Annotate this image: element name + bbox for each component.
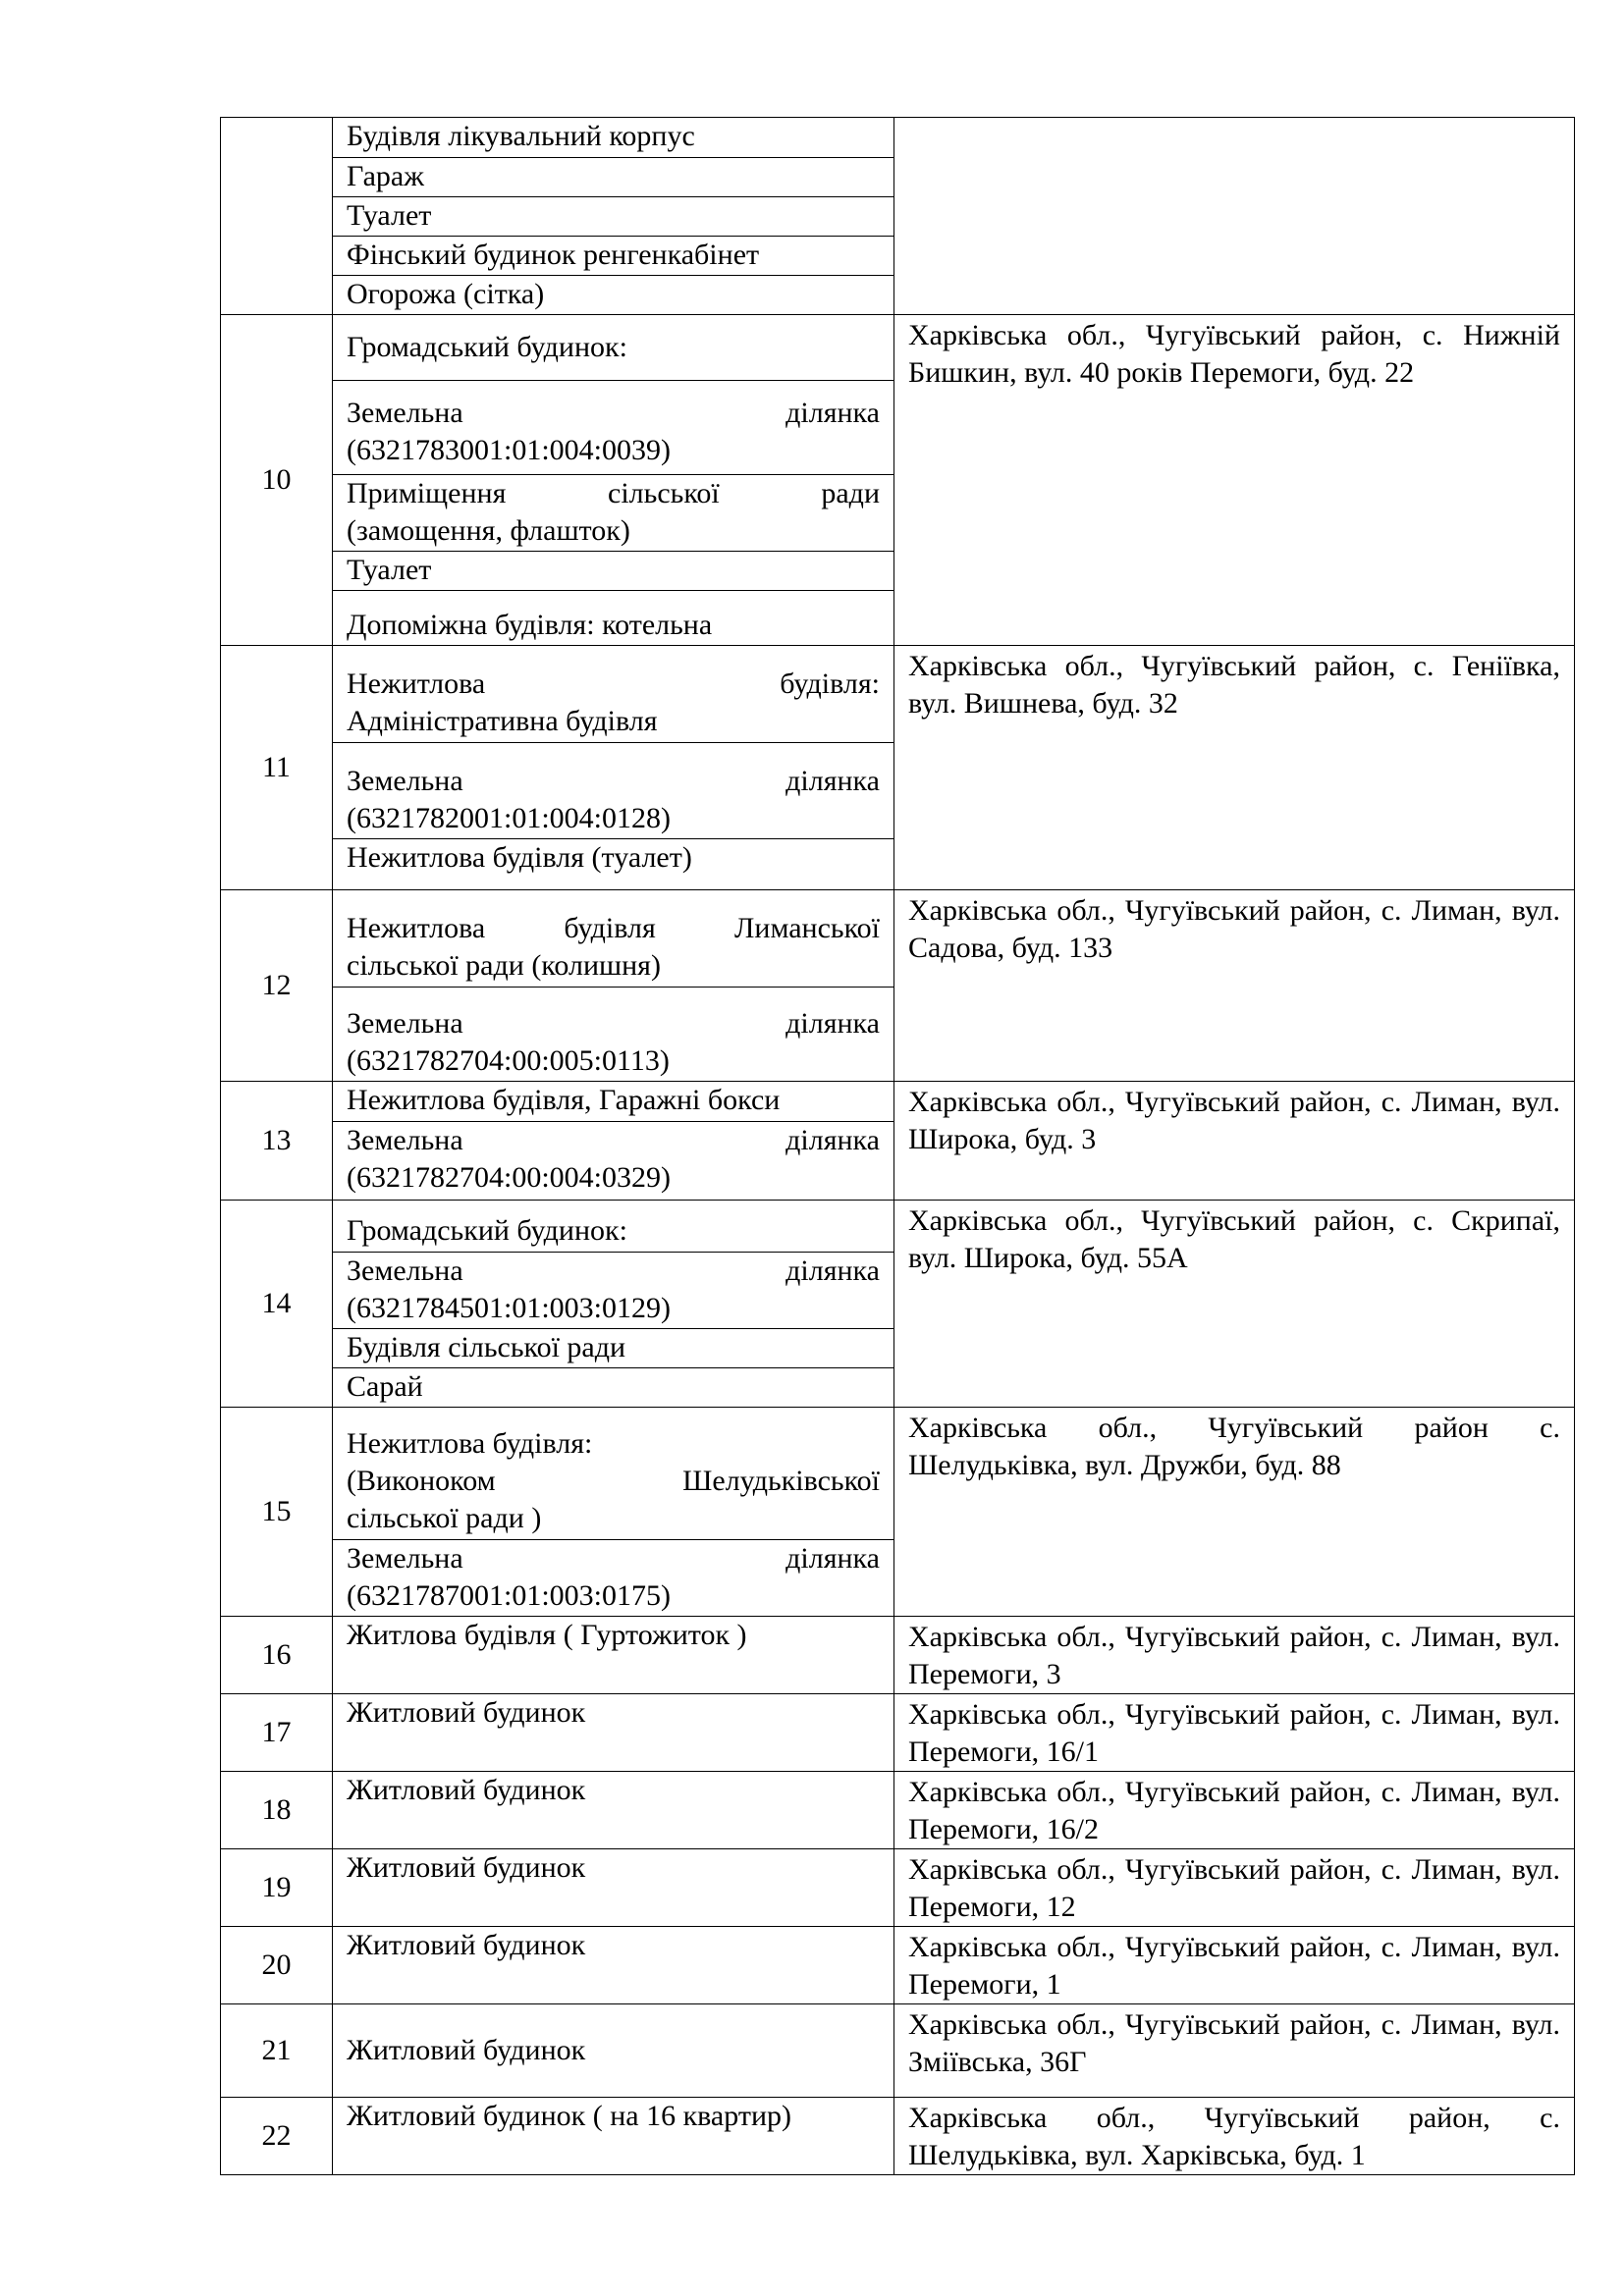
- object-item: [333, 646, 893, 742]
- table-row: [221, 1927, 1575, 2004]
- address-cell: Харківська обл., Чугуївський район, с. Лиман, вул. Широка, буд. 3: [894, 1082, 1575, 1201]
- address-cell: Харківська обл., Чугуївський район, с. Лиман, вул. Перемоги, 1: [894, 1927, 1575, 2004]
- object-list: [333, 1082, 894, 1201]
- object-line: Земельна ділянка: [347, 1255, 880, 1287]
- object-item: Фінський будинок ренгенкабінет: [333, 236, 893, 275]
- object-line: (замощення, флашток): [347, 514, 630, 547]
- object-item: Житловий будинок: [333, 1694, 894, 1772]
- object-list: [333, 315, 894, 646]
- object-item: Огорожа (сітка): [333, 275, 893, 314]
- object-item: [333, 1252, 893, 1328]
- object-item: Житловий будинок: [333, 2004, 894, 2098]
- address-cell: Харківська обл., Чугуївський район с. Шелудьківка, вул. Дружби, буд. 88: [894, 1408, 1575, 1617]
- row-number: 21: [221, 2004, 333, 2098]
- object-line: сільської ради ): [347, 1502, 542, 1534]
- row-number: 18: [221, 1772, 333, 1849]
- row-number: 13: [221, 1082, 333, 1201]
- object-line: сільської ради (колишня): [347, 949, 661, 982]
- object-item: Допоміжна будівля: котельна: [333, 590, 893, 645]
- row-number: 19: [221, 1849, 333, 1927]
- object-item: [333, 380, 893, 474]
- address-cell: Харківська обл., Чугуївський район, с. Нижній Бишкин, вул. 40 років Перемоги, буд. 22: [894, 315, 1575, 646]
- object-item: [333, 1121, 893, 1200]
- address-cell: [894, 118, 1575, 315]
- object-item: Житловий будинок: [333, 1927, 894, 2004]
- property-register-table: [220, 117, 1575, 2175]
- table-row: [221, 1694, 1575, 1772]
- row-number: 20: [221, 1927, 333, 2004]
- object-item: Житлова будівля ( Гуртожиток ): [333, 1617, 894, 1694]
- address-cell: Харківська обл., Чугуївський район, с. Лиман, вул. Зміївська, 36Г: [894, 2004, 1575, 2098]
- table-row: [221, 890, 1575, 1082]
- object-item: Гараж: [333, 157, 893, 196]
- object-line: Земельна ділянка: [347, 1007, 880, 1040]
- object-item: [333, 742, 893, 838]
- table-row: [221, 1849, 1575, 1927]
- object-item: Нежитлова будівля (туалет): [333, 838, 893, 889]
- object-line: Нежитлова будівля:: [347, 667, 880, 700]
- object-item: [333, 987, 893, 1081]
- object-line: Нежитлова будівля:: [347, 1427, 593, 1460]
- object-item: Громадський будинок:: [347, 1214, 627, 1247]
- object-item: Туалет: [333, 196, 893, 236]
- object-line: (6321782704:00:005:0113): [347, 1044, 670, 1077]
- table-row: [221, 1082, 1575, 1201]
- table-row: [221, 118, 1575, 315]
- object-line: (6321784501:01:003:0129): [347, 1292, 671, 1324]
- object-item: [333, 890, 893, 987]
- address-cell: Харківська обл., Чугуївський район, с. Лиман, вул. Перемоги, 12: [894, 1849, 1575, 1927]
- object-item: Будівля сільської ради: [333, 1328, 893, 1367]
- address-cell: Харківська обл., Чугуївський район, с. Шелудьківка, вул. Харківська, буд. 1: [894, 2098, 1575, 2175]
- object-item: Туалет: [333, 551, 893, 590]
- object-list: [333, 1408, 894, 1617]
- address-cell: Харківська обл., Чугуївський район, с. Лиман, вул. Перемоги, 3: [894, 1617, 1575, 1694]
- object-item: [333, 1539, 893, 1616]
- table-row: [221, 315, 1575, 646]
- table-row: [221, 646, 1575, 890]
- object-line: Приміщення сільської ради: [347, 477, 880, 509]
- row-number: [221, 118, 333, 315]
- object-item: Громадський будинок:: [347, 331, 627, 363]
- object-list: [333, 646, 894, 890]
- row-number: 16: [221, 1617, 333, 1694]
- object-list: [333, 1201, 894, 1408]
- object-line: Адміністративна будівля: [347, 705, 658, 737]
- object-item: Житловий будинок: [333, 1849, 894, 1927]
- object-list: [333, 890, 894, 1082]
- row-number: 12: [221, 890, 333, 1082]
- address-cell: Харківська обл., Чугуївський район, с. Лиман, вул. Перемоги, 16/2: [894, 1772, 1575, 1849]
- row-number: 11: [221, 646, 333, 890]
- object-item: Житловий будинок ( на 16 квартир): [333, 2098, 894, 2175]
- object-line: (Виконоком Шелудьківської: [347, 1465, 880, 1497]
- object-line: (6321787001:01:003:0175): [347, 1579, 671, 1612]
- object-item: Сарай: [333, 1367, 893, 1407]
- object-item: [333, 474, 893, 551]
- object-item: [333, 1408, 893, 1539]
- table-row: [221, 2098, 1575, 2175]
- address-cell: Харківська обл., Чугуївський район, с. Лиман, вул. Перемоги, 16/1: [894, 1694, 1575, 1772]
- row-number: 14: [221, 1201, 333, 1408]
- address-cell: Харківська обл., Чугуївський район, с. Лиман, вул. Садова, буд. 133: [894, 890, 1575, 1082]
- object-line: Земельна ділянка: [347, 1124, 880, 1156]
- object-line: Земельна ділянка: [347, 1542, 880, 1575]
- table-row: [221, 1408, 1575, 1617]
- table-row: [221, 1772, 1575, 1849]
- row-number: 15: [221, 1408, 333, 1617]
- address-cell: Харківська обл., Чугуївський район, с. Геніївка, вул. Вишнева, буд. 32: [894, 646, 1575, 890]
- address-cell: Харківська обл., Чугуївський район, с. Скрипаї, вул. Широка, буд. 55А: [894, 1201, 1575, 1408]
- row-number: 10: [221, 315, 333, 646]
- object-line: (6321782001:01:004:0128): [347, 802, 671, 834]
- object-line: Земельна ділянка: [347, 397, 880, 429]
- row-number: 22: [221, 2098, 333, 2175]
- object-list: [333, 118, 894, 315]
- table-row: [221, 1617, 1575, 1694]
- object-line: Земельна ділянка: [347, 765, 880, 797]
- row-number: 17: [221, 1694, 333, 1772]
- object-item: Нежитлова будівля, Гаражні бокси: [347, 1084, 781, 1116]
- object-line: (6321783001:01:004:0039): [347, 434, 671, 466]
- object-item: Будівля лікувальний корпус: [347, 120, 695, 152]
- table-row: [221, 2004, 1575, 2098]
- table-row: [221, 1201, 1575, 1408]
- object-item: Житловий будинок: [333, 1772, 894, 1849]
- object-line: Нежитлова будівля Лиманської: [347, 912, 880, 944]
- object-line: (6321782704:00:004:0329): [347, 1161, 671, 1194]
